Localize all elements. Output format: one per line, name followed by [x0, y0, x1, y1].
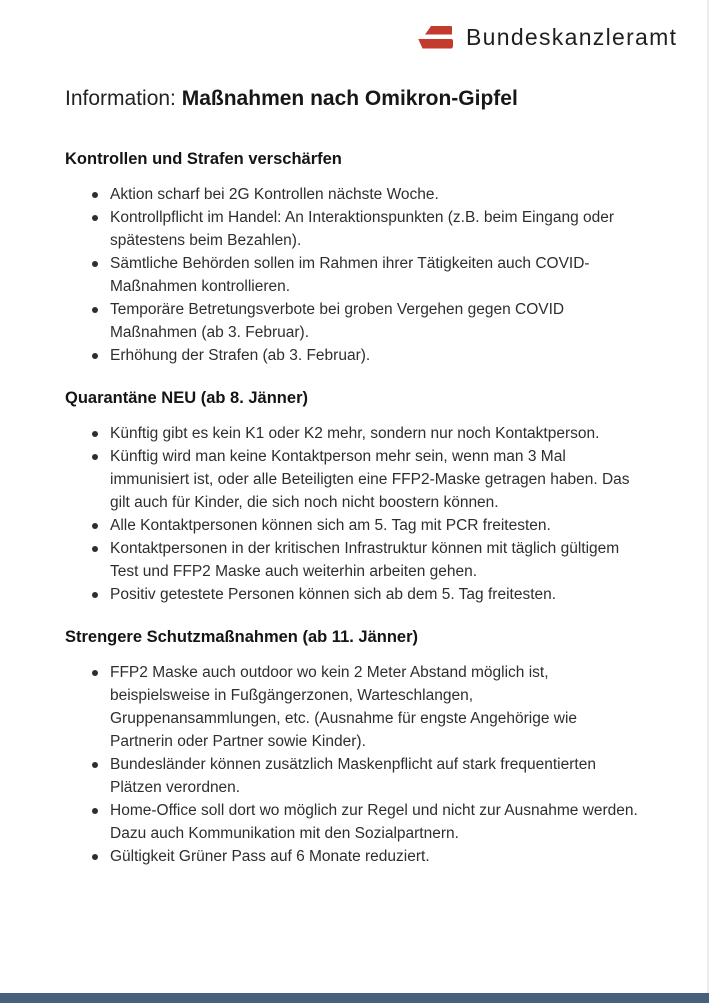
bullet-icon	[92, 215, 98, 221]
list-item	[65, 298, 650, 344]
bullet-icon	[92, 546, 98, 552]
bullet-text: FFP2 Maske auch outdoor wo kein 2 Meter Abstand möglich ist, beispielsweise in Fußgängerzonen, Warteschlangen, Gruppenansammlungen, etc. (Ausnahme für engste Angehörige wie Partnerin oder Partner sowie Kinder).	[110, 664, 578, 750]
list-item	[65, 583, 650, 606]
bullet-text: Kontrollpflicht im Handel: An Interaktionspunkten (z.B. beim Eingang oder spätestens beim Bezahlen).	[110, 209, 615, 249]
list-item	[65, 206, 650, 252]
bullet-icon	[92, 808, 98, 814]
bullet-icon	[92, 192, 98, 198]
list-item	[65, 183, 650, 206]
section-kontrollen	[65, 149, 650, 367]
bullet-icon	[92, 854, 98, 860]
bullet-text: Bundesländer können zusätzlich Maskenpflicht auf stark frequentierten Plätzen verordnen.	[110, 756, 596, 796]
bullet-text: Künftig wird man keine Kontaktperson mehr sein, wenn man 3 Mal immunisiert ist, oder alle Beteiligten eine FFP2-Maske getragen haben. Das gilt auch für Kinder, die sich noch nicht boostern können.	[110, 448, 630, 511]
bullet-text: Positiv getestete Personen können sich ab dem 5. Tag freitesten.	[110, 586, 557, 603]
bullet-text: Erhöhung der Strafen (ab 3. Februar).	[110, 347, 371, 364]
section-heading: Quarantäne NEU (ab 8. Jänner)	[65, 389, 308, 407]
bullet-text: Sämtliche Behörden sollen im Rahmen ihrer Tätigkeiten auch COVID-Maßnahmen kontrollieren.	[110, 255, 590, 295]
section-schutzmassnahmen	[65, 627, 650, 868]
bullet-icon	[92, 431, 98, 437]
bullet-list	[65, 661, 650, 868]
list-item	[65, 422, 650, 445]
bullet-text: Aktion scharf bei 2G Kontrollen nächste Woche.	[110, 186, 439, 203]
bullet-text: Künftig gibt es kein K1 oder K2 mehr, sondern nur noch Kontaktperson.	[110, 425, 600, 442]
list-item	[65, 753, 650, 799]
bullet-icon	[92, 670, 98, 676]
bullet-list	[65, 183, 650, 367]
list-item	[65, 799, 650, 845]
footer-bar	[0, 993, 709, 1003]
bullet-text: Gültigkeit Grüner Pass auf 6 Monate reduziert.	[110, 848, 430, 865]
bullet-list	[65, 422, 650, 606]
list-item	[65, 537, 650, 583]
bullet-icon	[92, 261, 98, 267]
bullet-icon	[92, 592, 98, 598]
bullet-icon	[92, 353, 98, 359]
bullet-icon	[92, 454, 98, 460]
flag-bar-bottom	[418, 39, 453, 49]
document-content	[65, 86, 650, 868]
bullet-text: Temporäre Betretungsverbote bei groben Vergehen gegen COVID Maßnahmen (ab 3. Februar).	[110, 301, 565, 341]
bullet-icon	[92, 523, 98, 529]
list-item	[65, 252, 650, 298]
section-quarantaene	[65, 388, 650, 606]
list-item	[65, 661, 650, 753]
flag-bar-top	[425, 26, 452, 35]
bullet-text: Home-Office soll dort wo möglich zur Regel und nicht zur Ausnahme werden. Dazu auch Kommunikation mit den Sozialpartnern.	[110, 802, 638, 842]
section-heading: Kontrollen und Strafen verschärfen	[65, 150, 342, 168]
logo-wordmark: Bundeskanzleramt	[466, 24, 678, 50]
bullet-icon	[92, 762, 98, 768]
title-prefix: Information:	[65, 87, 182, 110]
list-item	[65, 845, 650, 868]
page-title	[65, 86, 650, 112]
bullet-icon	[92, 307, 98, 313]
bundeskanzleramt-logo	[418, 24, 677, 51]
section-heading: Strengere Schutzmaßnahmen (ab 11. Jänner)	[65, 628, 419, 646]
austria-flag-icon	[418, 25, 453, 51]
bullet-text: Alle Kontaktpersonen können sich am 5. Tag mit PCR freitesten.	[110, 517, 551, 534]
bullet-text: Kontaktpersonen in der kritischen Infrastruktur können mit täglich gültigem Test und FFP2 Maske auch weiterhin arbeiten gehen.	[110, 540, 620, 580]
title-emphasis: Maßnahmen nach Omikron-Gipfel	[181, 87, 518, 110]
list-item	[65, 344, 650, 367]
list-item	[65, 514, 650, 537]
list-item	[65, 445, 650, 514]
